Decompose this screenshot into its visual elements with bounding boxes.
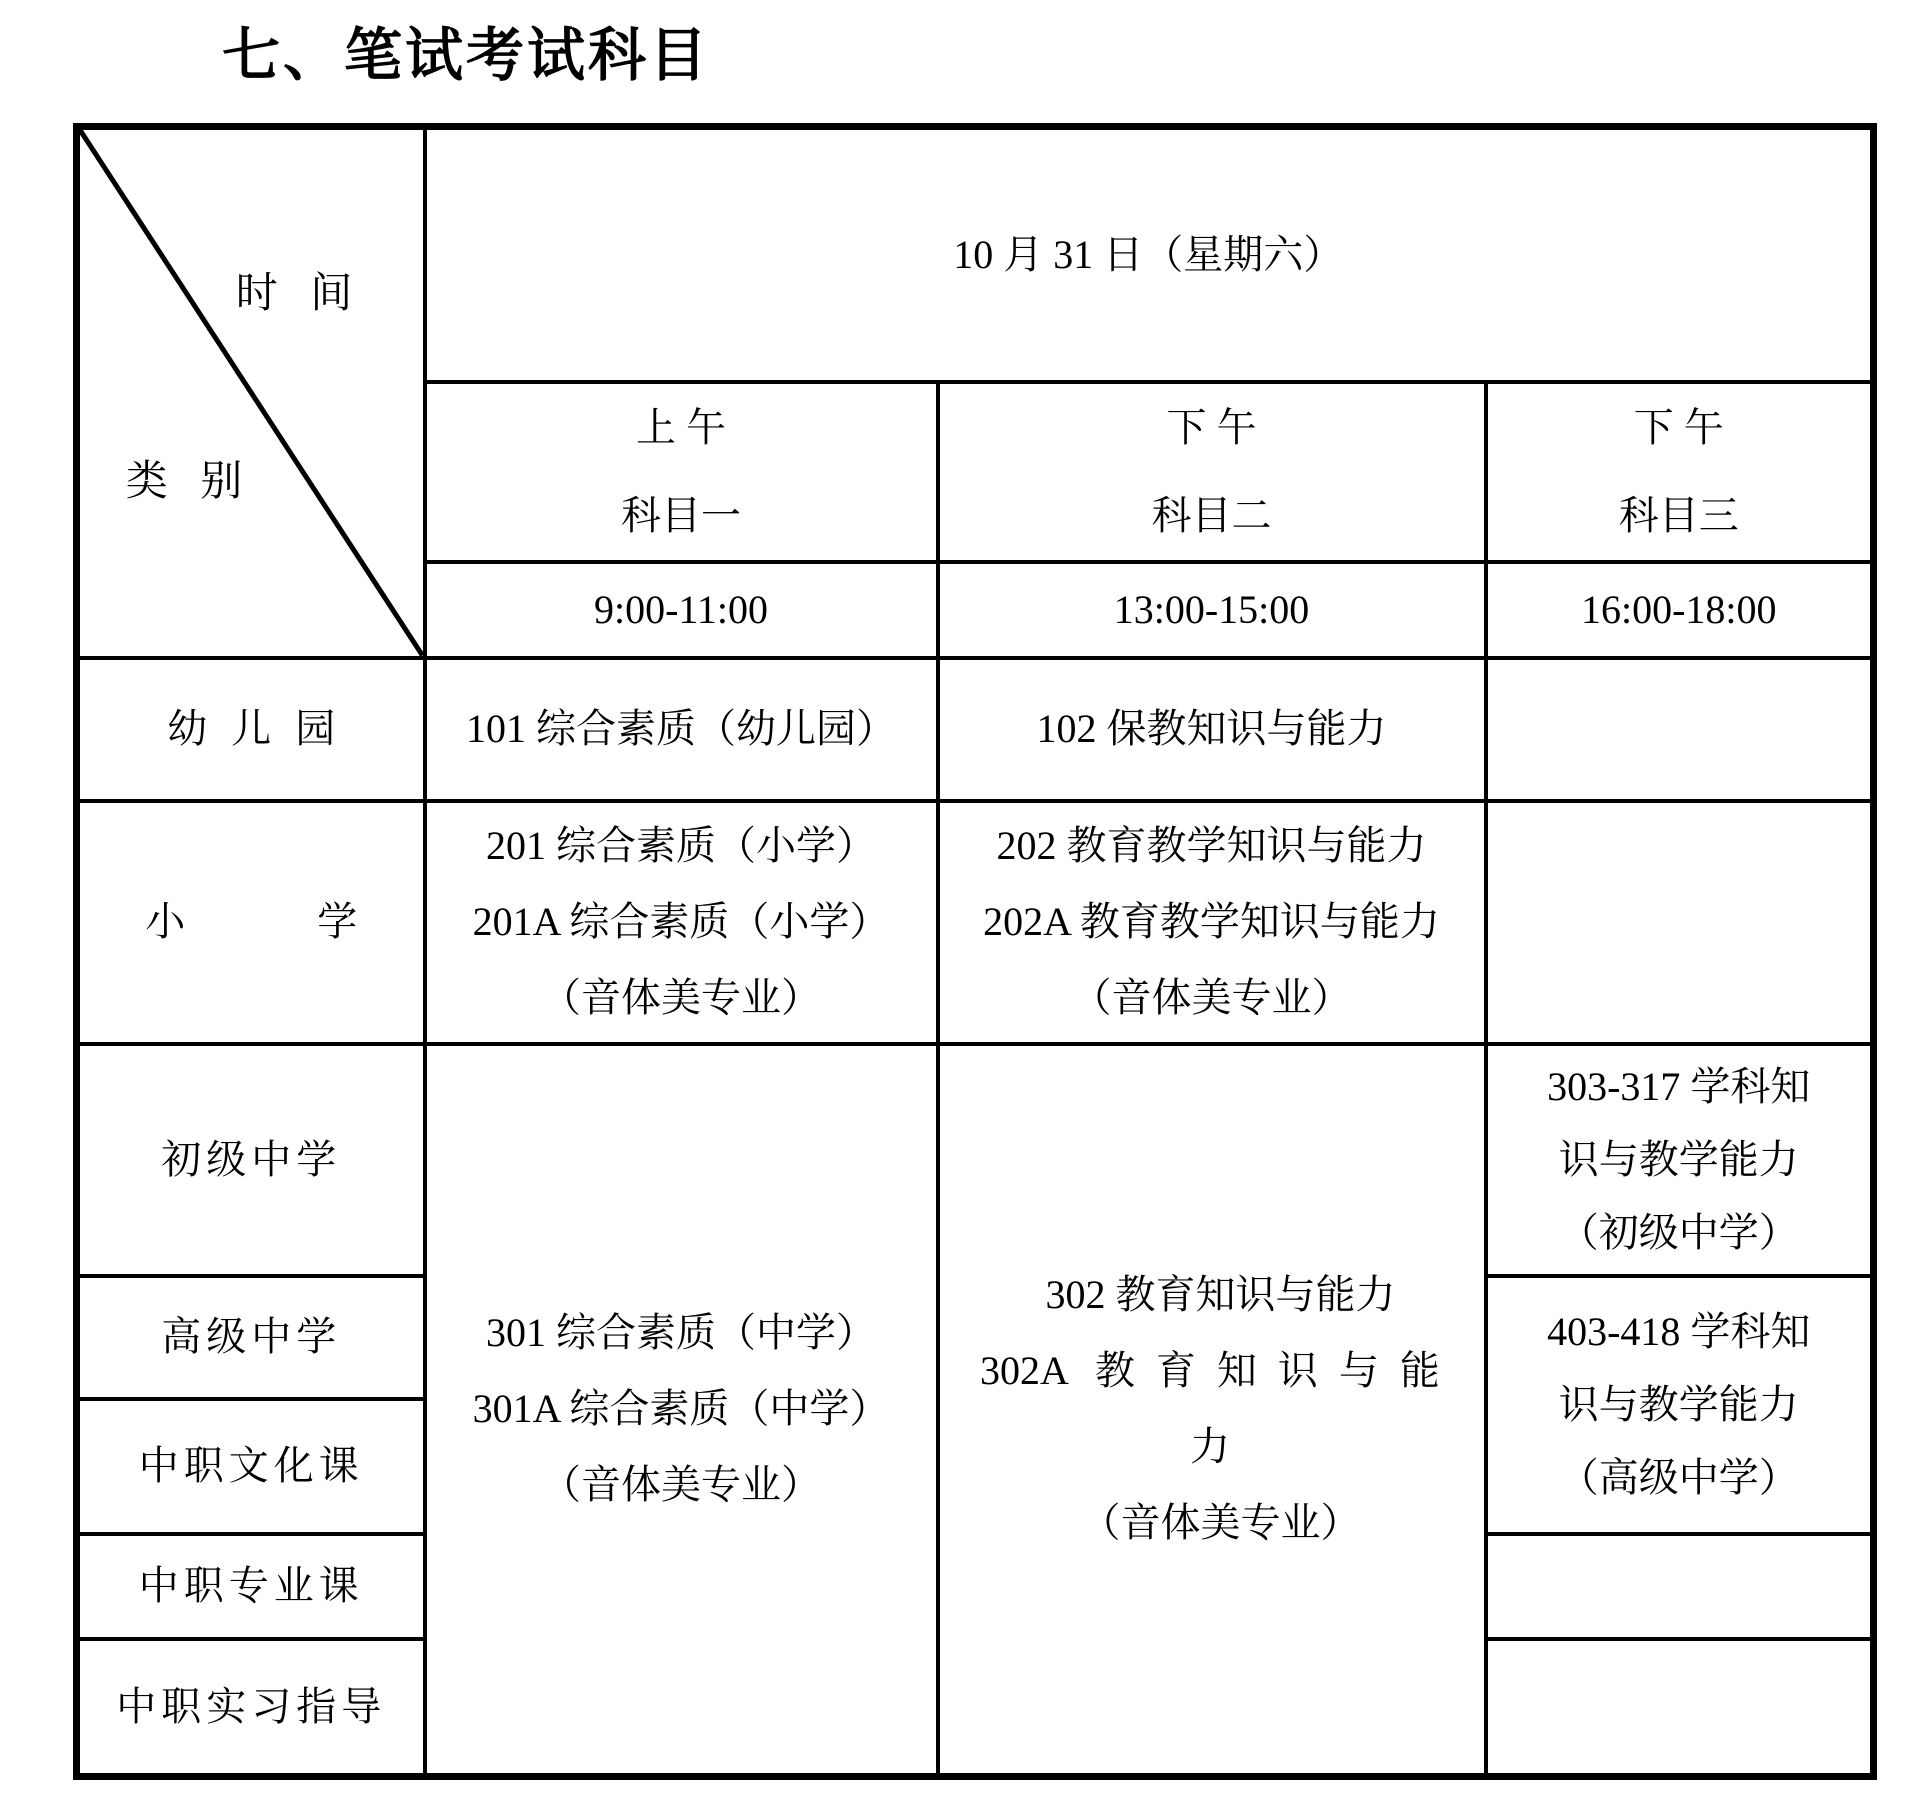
exam-code: 302A bbox=[980, 1348, 1069, 1394]
category-senior-middle: 高级中学 bbox=[77, 1276, 425, 1399]
exam-line: （音体美专业） bbox=[541, 975, 821, 1020]
cell-primary-subject1 bbox=[425, 801, 938, 1044]
category-voc-culture: 中职文化课 bbox=[77, 1399, 425, 1534]
session-subject: 科目三 bbox=[1618, 492, 1739, 538]
category-junior-middle: 初级中学 bbox=[77, 1044, 425, 1276]
session-period: 下 午 bbox=[1633, 404, 1724, 450]
category-primary: 小 学 bbox=[77, 801, 425, 1044]
cell-kindergarten-subject2: 102 保教知识与能力 bbox=[938, 658, 1486, 801]
exam-line: （初级中学） bbox=[1558, 1210, 1799, 1255]
cell-primary-subject3-empty bbox=[1486, 801, 1874, 1044]
session-afternoon2-cell bbox=[1486, 382, 1874, 562]
exam-line: 302 教育知识与能力 bbox=[1045, 1272, 1396, 1318]
cell-voc-major-subject3-empty bbox=[1486, 1534, 1874, 1639]
time-subject3-cell: 16:00-18:00 bbox=[1486, 562, 1874, 658]
diagonal-line bbox=[80, 130, 423, 656]
cell-primary-subject2 bbox=[938, 801, 1486, 1044]
corner-time-label: 时 间 bbox=[235, 270, 353, 317]
exam-line: （音体美专业） bbox=[541, 1462, 821, 1508]
exam-line: （音体美专业） bbox=[1080, 1500, 1361, 1546]
cell-kindergarten-subject3-empty bbox=[1486, 658, 1874, 801]
corner-cell bbox=[77, 127, 425, 658]
cell-middle-subject2-merged bbox=[938, 1044, 1486, 1777]
page-title: 七、笔试考试科目 bbox=[222, 23, 711, 88]
exam-line: 301A 综合素质（中学） bbox=[472, 1386, 890, 1432]
exam-line bbox=[940, 1333, 1484, 1485]
exam-line: 301 综合素质（中学） bbox=[486, 1310, 876, 1356]
exam-line: 201A 综合素质（小学） bbox=[472, 899, 890, 944]
exam-line: （音体美专业） bbox=[1071, 975, 1352, 1020]
category-kindergarten: 幼 儿 园 bbox=[77, 658, 425, 801]
session-period: 下 午 bbox=[1166, 404, 1257, 450]
corner-box bbox=[80, 130, 423, 656]
time-subject2-cell: 13:00-15:00 bbox=[938, 562, 1486, 658]
cell-voc-practice-subject3-empty bbox=[1486, 1639, 1874, 1777]
exam-line: （高级中学） bbox=[1558, 1455, 1799, 1500]
exam-line: 403-418 学科知 bbox=[1547, 1309, 1811, 1354]
category-voc-practice: 中职实习指导 bbox=[77, 1639, 425, 1777]
exam-line: 识与教学能力 bbox=[1558, 1137, 1799, 1182]
session-subject: 科目二 bbox=[1151, 492, 1272, 538]
session-afternoon1-cell bbox=[938, 382, 1486, 562]
session-subject: 科目一 bbox=[621, 492, 741, 538]
cell-kindergarten-subject1: 101 综合素质（幼儿园） bbox=[425, 658, 938, 801]
exam-line: 202A 教育教学知识与能力 bbox=[983, 899, 1440, 944]
exam-name-spread: 教育知识与能力 bbox=[1094, 1348, 1461, 1470]
exam-line: 识与教学能力 bbox=[1558, 1382, 1799, 1427]
exam-line: 303-317 学科知 bbox=[1547, 1064, 1811, 1109]
session-morning-cell bbox=[425, 382, 938, 562]
exam-line: 202 教育教学知识与能力 bbox=[996, 823, 1427, 868]
time-subject1-cell: 9:00-11:00 bbox=[425, 562, 938, 658]
exam-schedule-table bbox=[73, 123, 1877, 1780]
cell-junior-subject3 bbox=[1486, 1044, 1874, 1276]
session-period: 上 午 bbox=[636, 404, 726, 450]
cell-middle-subject1-merged bbox=[425, 1044, 938, 1777]
exam-line: 201 综合素质（小学） bbox=[486, 823, 876, 868]
corner-category-label: 类 别 bbox=[125, 458, 243, 505]
date-header-cell: 10 月 31 日（星期六） bbox=[425, 127, 1874, 382]
cell-senior-subject3-merged bbox=[1486, 1276, 1874, 1534]
category-voc-major: 中职专业课 bbox=[77, 1534, 425, 1639]
